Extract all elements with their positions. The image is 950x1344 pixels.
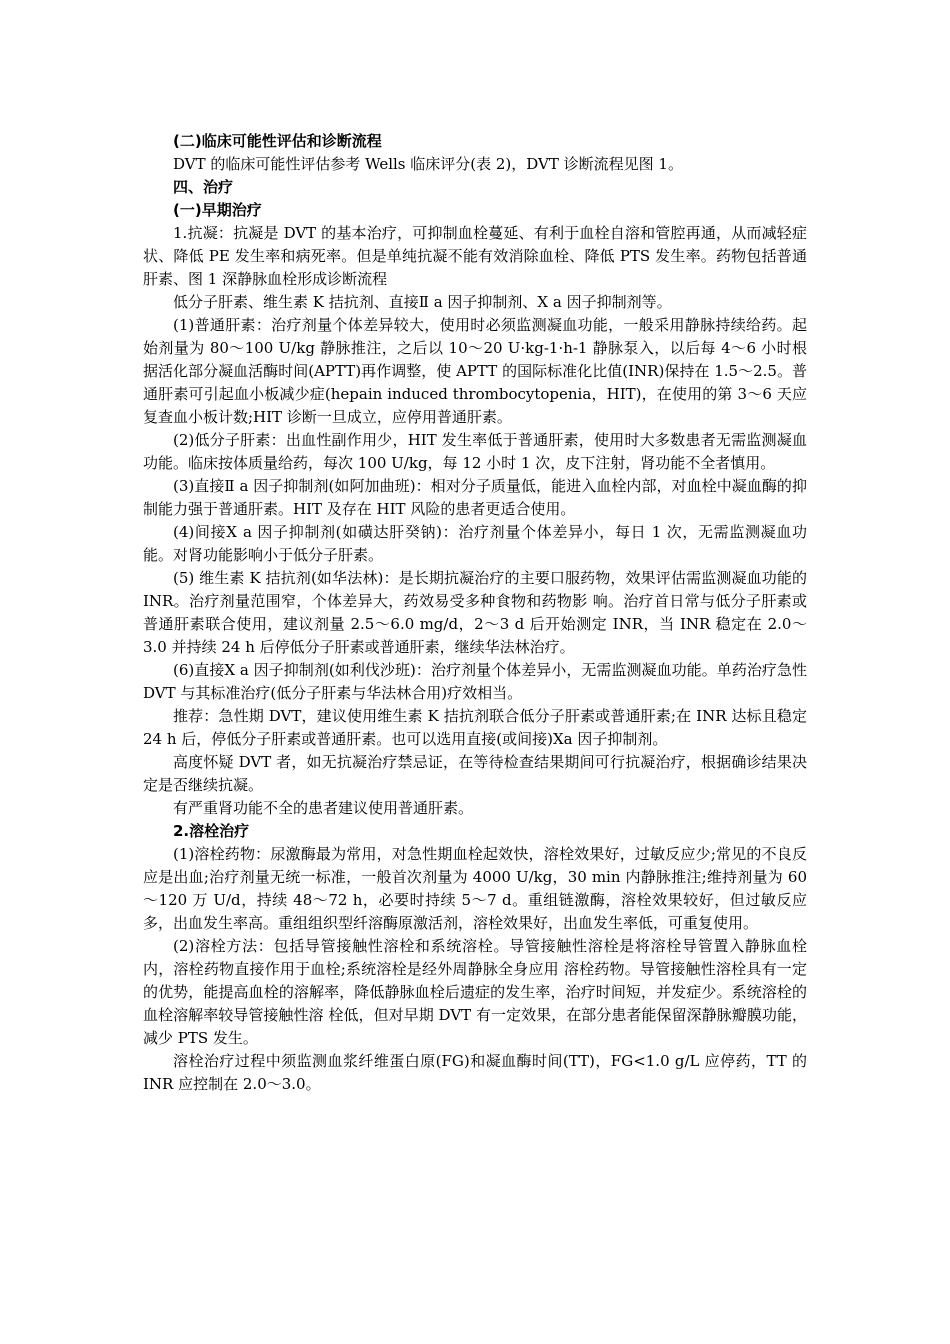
section-heading-treatment: 四、治疗 bbox=[173, 178, 234, 196]
section-heading-clinical-assessment: (二)临床可能性评估和诊断流程 bbox=[173, 132, 382, 150]
paragraph-direct-xa-inhibitor: (6)直接Ⅹ a 因子抑制剂(如利伐沙班)：治疗剂量个体差异小，无需监测凝血功能。单药治疗急性 DVT 与其标准治疗(低分子肝素与华法林合用)疗效相当。 bbox=[143, 661, 807, 702]
section-heading-early-treatment: (一)早期治疗 bbox=[173, 201, 262, 219]
paragraph-direct-iia-inhibitor: (3)直接Ⅱ a 因子抑制剂(如阿加曲班)：相对分子质量低，能进入血栓内部，对血栓中凝血酶的抑制能力强于普通肝素。HIT 及存在 HIT 风险的患者更适合使用。 bbox=[143, 477, 807, 518]
document-body bbox=[143, 130, 807, 1096]
paragraph-heparin: (1)普通肝素：治疗剂量个体差异较大，使用时必须监测凝血功能，一般采用静脉持续给药。起始剂量为 80～100 U/kg 静脉推注，之后以 10～20 U·kg-1·h-1 静脉泵入，以后每 4～6 小时根据活化部分凝血活酶时间(APTT)再作调整，使 APTT 的国际标准化比值(INR)保持在 1.5～2.5。普通肝素可引起血小板减少症(hepain induced thrombocytopenia，HIT)，在使用的第 3～6 天应复查血小板计数;HIT 诊断一旦成立，应停用普通肝素。 bbox=[143, 316, 807, 426]
paragraph-vitamin-k-antagonist: (5) 维生素 K 拮抗剂(如华法林)：是长期抗凝治疗的主要口服药物，效果评估需监测凝血功能的 INR。治疗剂量范围窄，个体差异大，药效易受多种食物和药物影 响。治疗首日常与低分子肝素或普通肝素联合使用，建议剂量 2.5～6.0 mg/d，2～3 d 后开始测定 INR，当 INR 稳定在 2.0～3.0 并持续 24 h 后停低分子肝素或普通肝素，继续华法林治疗。 bbox=[143, 569, 807, 656]
paragraph-wells-score: DVT 的临床可能性评估参考 Wells 临床评分(表 2)，DVT 诊断流程见图 1。 bbox=[173, 155, 683, 173]
paragraph-anticoagulation: 1.抗凝：抗凝是 DVT 的基本治疗，可抑制血栓蔓延、有利于血栓自溶和管腔再通，从而减轻症状、降低 PE 发生率和病死率。但是单纯抗凝不能有效消除血栓、降低 PTS 发生率。药物包括普通肝素、图 1 深静脉血栓形成诊断流程 bbox=[143, 224, 807, 288]
paragraph-renal-insufficiency: 有严重肾功能不全的患者建议使用普通肝素。 bbox=[173, 799, 474, 817]
paragraph-monitoring: 溶栓治疗过程中须监测血浆纤维蛋白原(FG)和凝血酶时间(TT)，FG<1.0 g/L 应停药，TT 的 INR 应控制在 2.0～3.0。 bbox=[143, 1052, 807, 1093]
paragraph-recommendation: 推荐：急性期 DVT，建议使用维生素 K 拮抗剂联合低分子肝素或普通肝素;在 INR 达标且稳定 24 h 后，停低分子肝素或普通肝素。也可以选用直接(或间接)Xa 因子抑制剂。 bbox=[143, 707, 807, 748]
paragraph-thrombolytic-methods: (2)溶栓方法：包括导管接触性溶栓和系统溶栓。导管接触性溶栓是将溶栓导管置入静脉血栓内，溶栓药物直接作用于血栓;系统溶栓是经外周静脉全身应用 溶栓药物。导管接触性溶栓具有一定的优势，能提高血栓的溶解率，降低静脉血栓后遗症的发生率，治疗时间短，并发症少。系统溶栓的血栓溶解率较导管接触性溶 栓低，但对早期 DVT 有一定效果，在部分患者能保留深静脉瓣膜功能，减少 PTS 发生。 bbox=[143, 937, 807, 1047]
paragraph-indirect-xa-inhibitor: (4)间接Ⅹ a 因子抑制剂(如磺达肝癸钠)：治疗剂量个体差异小，每日 1 次，无需监测凝血功能。对肾功能影响小于低分子肝素。 bbox=[143, 523, 807, 564]
paragraph-suspected-dvt: 高度怀疑 DVT 者，如无抗凝治疗禁忌证，在等待检查结果期间可行抗凝治疗，根据确诊结果决定是否继续抗凝。 bbox=[143, 753, 807, 794]
paragraph-thrombolytic-drugs: (1)溶栓药物：尿激酶最为常用，对急性期血栓起效快，溶栓效果好，过敏反应少;常见的不良反应是出血;治疗剂量无统一标准，一般首次剂量为 4000 U/kg，30 min 内静脉推注;维持剂量为 60～120 万 U/d，持续 48～72 h，必要时持续 5～7 d。重组链激酶，溶栓效果较好，但过敏反应多，出血发生率高。重组组织型纤溶酶原激活剂，溶栓效果好，出血发生率低，可重复使用。 bbox=[143, 845, 807, 932]
paragraph-lmwh: (2)低分子肝素：出血性副作用少，HIT 发生率低于普通肝素，使用时大多数患者无需监测凝血功能。临床按体质量给药，每次 100 U/kg，每 12 小时 1 次，皮下注射，肾功能不全者慎用。 bbox=[143, 431, 807, 472]
section-heading-thrombolysis: 2.溶栓治疗 bbox=[173, 822, 250, 840]
paragraph-drug-list: 低分子肝素、维生素 K 拮抗剂、直接Ⅱ a 因子抑制剂、Ⅹ a 因子抑制剂等。 bbox=[173, 293, 672, 311]
